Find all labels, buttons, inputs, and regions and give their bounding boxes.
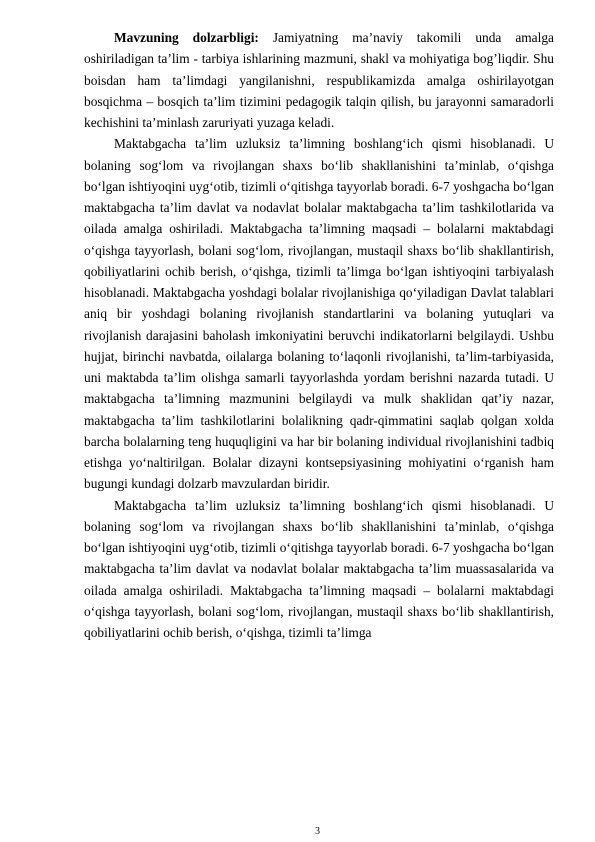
paragraph-text: Maktabgacha ta’lim uzluksiz ta’limning boshlang‘ich qismi hisoblanadi. U bolaning sog‘lom va rivojlangan shaxs bo‘lib shakllanishini ta’minlab, o‘qishga bo‘lgan ishtiyoqini uyg‘otib, tizimli o‘qitishga tayyorlab boradi. 6-7 yoshgacha bo‘lgan maktabgacha ta’lim davlat va nodavlat bolalar maktabgacha ta’lim muassasalarida va oilada amalga oshiriladi. Maktabgacha ta’limning maqsadi – bolalarni maktabdagi o‘qishga tayyorlash, bolani sog‘lom, rivojlangan, mustaqil shaxs bo‘lib shakllantirish, qobiliyatlarini ochib berish, o‘qishga, tizimli ta’limga xyxy=(84,497,554,640)
paragraph-text: Jamiyatning ma’naviy takomili unda amalga oshiriladigan ta’lim - tarbiya ishlarining mazmuni, shakl va mohiyatiga bog’liqdir. Shu boisdan ham ta’limdagi yangilanishni, respublikamizda amalga oshirilayotgan bosqichma – bosqich ta’lim tizimini pedagogik talqin qilish, bu jarayonni samaradorli kechishini ta’minlash zaruriyati yuzaga keladi. xyxy=(84,30,554,130)
paragraph-text: Maktabgacha ta’lim uzluksiz ta’limning boshlang‘ich qismi hisoblanadi. U bolaning sog‘lom va rivojlangan shaxs bo‘lib shakllanishini ta’minlab, o‘qishga bo‘lgan ishtiyoqini uyg‘otib, tizimli o‘qitishga tayyorlab boradi. 6-7 yoshgacha bo‘lgan maktabgacha ta’lim davlat va nodavlat bolalar maktabgacha ta’lim tashkilotlarida va oilada amalga oshiriladi. Maktabgacha ta’limning maqsadi – bolalarni maktabdagi o‘qishga tayyorlash, bolani sog‘lom, rivojlangan, mustaqil shaxs bo‘lib shakllantirish, qobiliyatlarini ochib berish, o‘qishga, tizimli ta’limga bo‘lgan ishtiyoqini tarbiyalash hisoblanadi. Maktabgacha yoshdagi bolalar rivojlanishiga qo‘yiladigan Davlat talablari aniq bir yoshdagi bolaning rivojlanish standartlarini va bolaning yutuqlari va rivojlanish darajasini baholash imkoniyatini beruvchi indikatorlarni belgilaydi. Ushbu hujjat, birinchi navbatda, oilalarga bolaning to‘laqonli rivojlanishi, ta’lim-tarbiyasida, uni maktabda ta’lim olishga samarli tayyorlashda yordam berishni nazarda tutadi. U maktabgacha ta’limning mazmunini belgilaydi va mulk shaklidan qat’iy nazar, maktabgacha ta’lim tashkilotlarini bolalikning qadr-qimmatini saqlab qolgan xolda barcha bolalarning teng huquqligini va har bir bolaning individual rivojlanishini tadbiq etishga yo‘naltirilgan. Bolalar dizayni kontsepsiyasining mohiyatini o‘rganish ham bugungi kundagi dolzarb mavzulardan biridir. xyxy=(84,136,554,492)
section-lead-heading: Mavzuning dolzarbligi: xyxy=(114,30,259,45)
paragraph-preschool-education-repeat xyxy=(84,495,554,644)
page-number: 3 xyxy=(315,826,320,837)
document-body xyxy=(84,27,554,643)
paragraph-relevance xyxy=(84,27,554,133)
paragraph-preschool-education xyxy=(84,133,554,494)
